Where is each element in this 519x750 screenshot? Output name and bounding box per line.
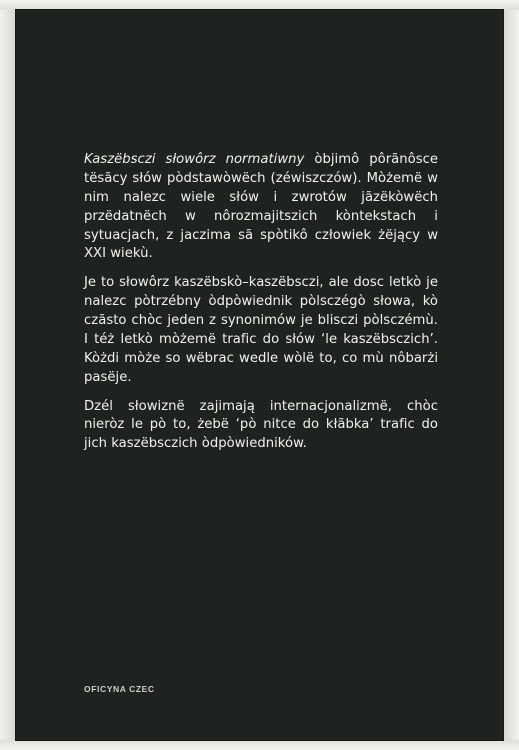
- description-paragraph-1-text: òbjimô pôrãnôsce tësãcy słów pòdstawòwëch (zéwiszczów). Mòżemë w nim nalezc wiele słów i zwrotów jãzëkòwëch przëdatnëch w nôrozmajitszich kòntekstach i sytuacjach, z jaczima sã spòtikô człowiek żëjący w XXI wiekù.: [84, 152, 438, 262]
- description-paragraph-1: [84, 151, 438, 264]
- scan-margin-bottom: [0, 740, 519, 750]
- dictionary-title-italic: Kaszëbsczi słowôrz normatiwny: [84, 152, 305, 167]
- scan-margin-right: [503, 0, 519, 750]
- scan-margin-left: [0, 0, 16, 750]
- scan-margin-top: [0, 0, 519, 10]
- description-paragraph-3: Dzél słowiznë zajimają internacjonalizmë, chòc nieròz le pò to, żebë ‘pò nitce do kłãbka’ trafic do jich kaszëbsczich òdpòwiedników.: [84, 398, 438, 452]
- back-cover-description: [84, 151, 438, 464]
- publisher-name: OFICYNA CZEC: [84, 684, 155, 694]
- description-paragraph-2: Je to słowôrz kaszëbskò–kaszëbsczi, ale dosc letkò je nalezc pòtrzébny òdpòwiednik pòlsczégò słowa, kò czãsto chòc jeden z synonimów je blisczi pòlsczémù. I téż letkò mòżemë trafic do słów ‘le kaszëbsczich’. Kòżdi mòże so wëbrac wedle wòlë to, co mù nôbarżi pasëje.: [84, 275, 438, 385]
